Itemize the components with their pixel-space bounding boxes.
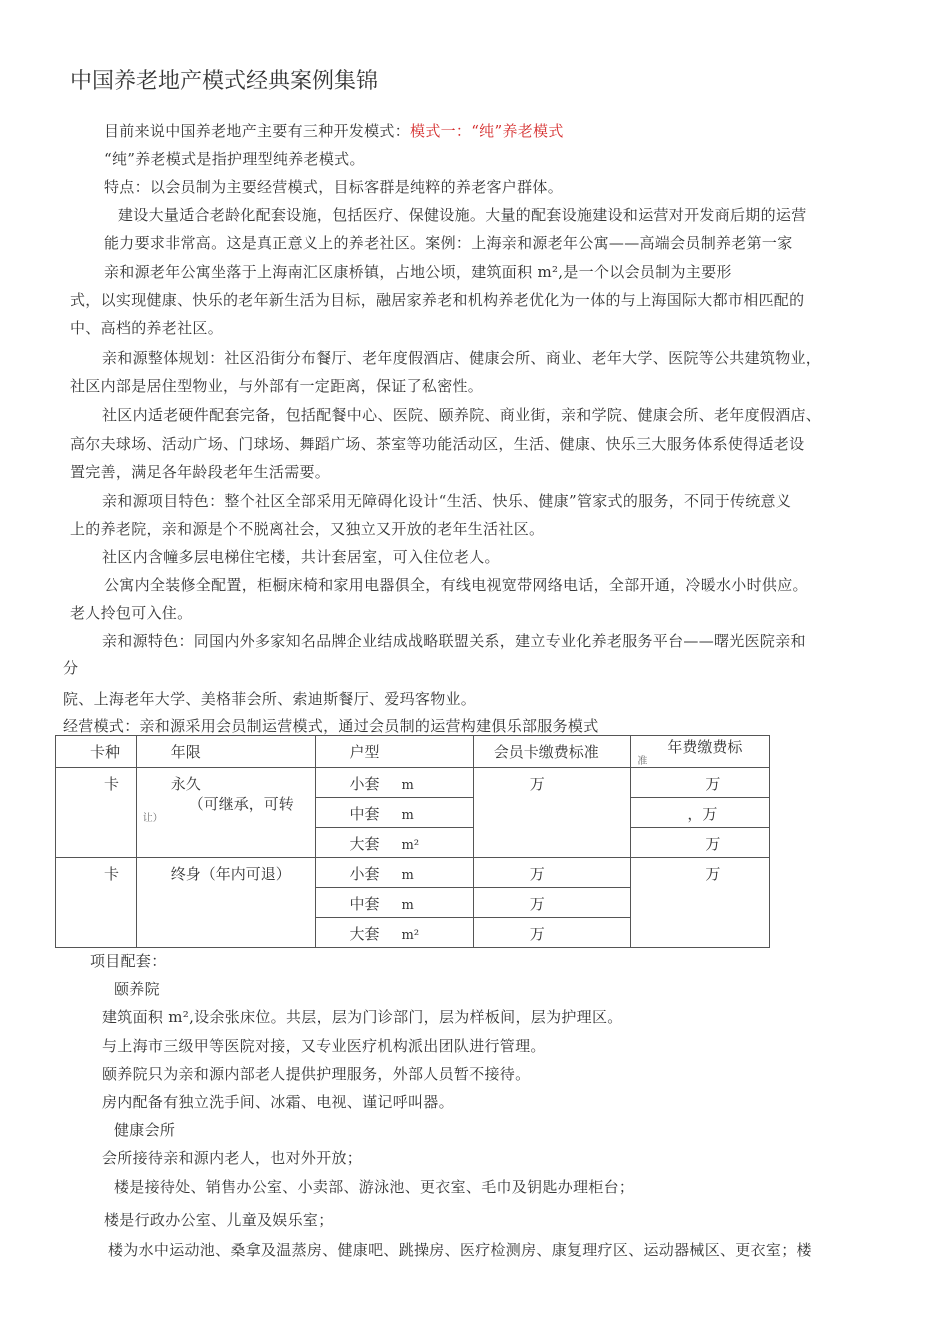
header-annual-fee-suffix: 准 bbox=[637, 756, 648, 767]
paragraph: 能力要求非常高。这是真正意义上的养老社区。案例：上海亲和源老年公寓——高端会员制养老第一家 bbox=[104, 234, 793, 252]
card-fee: 万 bbox=[529, 775, 545, 793]
area-unit: m bbox=[401, 868, 414, 883]
table-row bbox=[56, 858, 770, 888]
mode-one-highlight: 模式一：“纯”养老模式 bbox=[410, 122, 564, 140]
table-row bbox=[56, 768, 770, 798]
page-title: 中国养老地产模式经典案例集锦 bbox=[70, 69, 379, 94]
unit-type-cell bbox=[316, 858, 473, 886]
header-unit-type: 户型 bbox=[349, 743, 380, 761]
paragraph: 建设大量适合老龄化配套设施，包括医疗、保健设施。大量的配套设施建设和运营对开发商后期的运营 bbox=[118, 206, 807, 224]
paragraph: 亲和源特色：同国内外多家知名品牌企业结成战略联盟关系，建立专业化养老服务平台——曙光医院亲和 bbox=[102, 632, 806, 650]
paragraph: 社区内适老硬件配套完备，包括配餐中心、医院、颐养院、商业街，亲和学院、健康会所、老年度假酒店、 bbox=[102, 406, 822, 424]
card-type: 卡 bbox=[104, 865, 120, 883]
paragraph: “纯”养老模式是指护理型纯养老模式。 bbox=[104, 150, 365, 168]
area-unit: m bbox=[401, 778, 414, 793]
unit-type-cell bbox=[316, 888, 473, 916]
card-fee: 万 bbox=[529, 865, 545, 883]
header-term: 年限 bbox=[170, 743, 201, 761]
term-note: （可继承，可转 bbox=[188, 795, 294, 813]
unit-type: 小套 bbox=[349, 865, 380, 883]
paragraph: 社区内部是居住型物业，与外部有一定距离，保证了私密性。 bbox=[70, 377, 484, 395]
unit-type: 中套 bbox=[349, 895, 380, 913]
paragraph: 公寓内全装修全配置，柜橱床椅和家用电器俱全，有线电视宽带网络电话，全部开通，冷暖水小时供应。 bbox=[104, 576, 808, 594]
paragraph: 楼是接待处、销售办公室、小卖部、游泳池、更衣室、毛巾及钥匙办理柜台； bbox=[114, 1178, 635, 1196]
paragraph: 亲和源项目特色：整个社区全部采用无障碍化设计“生活、快乐、健康”管家式的服务，不同于传统意义 bbox=[102, 492, 792, 510]
annual-fee: 万 bbox=[705, 865, 721, 883]
unit-type-cell bbox=[316, 828, 473, 856]
area-unit: m² bbox=[401, 838, 420, 853]
term-note-end: 让） bbox=[142, 813, 163, 824]
paragraph: 楼为水中运动池、桑拿及温蒸房、健康吧、跳操房、医疗检测房、康复理疗区、运动器械区、更衣室；楼 bbox=[108, 1241, 812, 1259]
paragraph: 亲和源整体规划：社区沿街分布餐厅、老年度假酒店、健康会所、商业、老年大学、医院等公共建筑物业， bbox=[102, 349, 822, 367]
card-fee: 万 bbox=[529, 925, 545, 943]
paragraph: 社区内含幢多层电梯住宅楼，共计套居室，可入住位老人。 bbox=[102, 548, 500, 566]
subsection-heading: 健康会所 bbox=[114, 1121, 176, 1139]
annual-fee: 万 bbox=[705, 775, 721, 793]
paragraph: 与上海市三级甲等医院对接，又专业医疗机构派出团队进行管理。 bbox=[102, 1037, 546, 1055]
header-card: 卡种 bbox=[90, 743, 121, 761]
annual-fee: ，万 bbox=[687, 805, 718, 823]
unit-type: 大套 bbox=[349, 835, 380, 853]
paragraph: 特点：以会员制为主要经营模式，目标客群是纯粹的养老客户群体。 bbox=[104, 178, 564, 196]
unit-type: 中套 bbox=[349, 805, 380, 823]
paragraph: 亲和源老年公寓坐落于上海南汇区康桥镇，占地公顷，建筑面积 m²,是一个以会员制为主要形 bbox=[104, 263, 732, 281]
intro-line bbox=[104, 121, 564, 141]
area-unit: m bbox=[401, 898, 414, 913]
section-heading: 项目配套： bbox=[90, 952, 167, 970]
annual-fee: 万 bbox=[705, 835, 721, 853]
header-annual-fee: 年费缴费标 bbox=[667, 738, 743, 756]
paragraph: 式，以实现健康、快乐的老年新生活为目标，融居家养老和机构养老优化为一体的与上海国际大都市相匹配的 bbox=[70, 291, 805, 309]
membership-fee-table bbox=[55, 735, 770, 948]
header-card-fee: 会员卡缴费标准 bbox=[493, 743, 599, 761]
area-unit: m bbox=[401, 808, 414, 823]
paragraph: 置完善，满足各年龄段老年生活需要。 bbox=[70, 463, 331, 481]
paragraph: 经营模式：亲和源采用会员制运营模式，通过会员制的运营构建俱乐部服务模式 bbox=[63, 717, 599, 735]
term: 终身（年内可退） bbox=[170, 865, 291, 883]
paragraph: 会所接待亲和源内老人，也对外开放； bbox=[102, 1149, 363, 1167]
paragraph: 房内配备有独立洗手间、冰霜、电视、谨记呼叫器。 bbox=[102, 1093, 454, 1111]
unit-type-cell bbox=[316, 918, 473, 946]
paragraph: 高尔夫球场、活动广场、门球场、舞蹈广场、茶室等功能活动区，生活、健康、快乐三大服务体系使得适老设 bbox=[70, 435, 805, 453]
table-header-row bbox=[56, 736, 770, 768]
area-unit: m² bbox=[401, 928, 420, 943]
unit-type: 小套 bbox=[349, 775, 380, 793]
card-fee: 万 bbox=[529, 895, 545, 913]
paragraph: 院、上海老年大学、美格菲会所、索迪斯餐厅、爱玛客物业。 bbox=[63, 690, 477, 708]
paragraph: 老人拎包可入住。 bbox=[70, 604, 193, 622]
subsection-heading: 颐养院 bbox=[114, 980, 160, 998]
card-type: 卡 bbox=[104, 775, 120, 793]
paragraph: 楼是行政办公室、儿童及娱乐室； bbox=[104, 1211, 334, 1229]
unit-type: 大套 bbox=[349, 925, 380, 943]
paragraph: 上的养老院，亲和源是个不脱离社会，又独立又开放的老年生活社区。 bbox=[70, 520, 545, 538]
paragraph: 颐养院只为亲和源内部老人提供护理服务，外部人员暂不接待。 bbox=[102, 1065, 531, 1083]
paragraph: 分 bbox=[63, 659, 79, 677]
intro-prefix: 目前来说中国养老地产主要有三种开发模式： bbox=[104, 122, 411, 140]
unit-type-cell bbox=[316, 768, 473, 796]
term: 永久 bbox=[170, 775, 201, 793]
paragraph: 中、高档的养老社区。 bbox=[70, 319, 224, 337]
paragraph: 建筑面积 m²,设余张床位。共层，层为门诊部门，层为样板间，层为护理区。 bbox=[102, 1008, 623, 1026]
unit-type-cell bbox=[316, 798, 473, 826]
